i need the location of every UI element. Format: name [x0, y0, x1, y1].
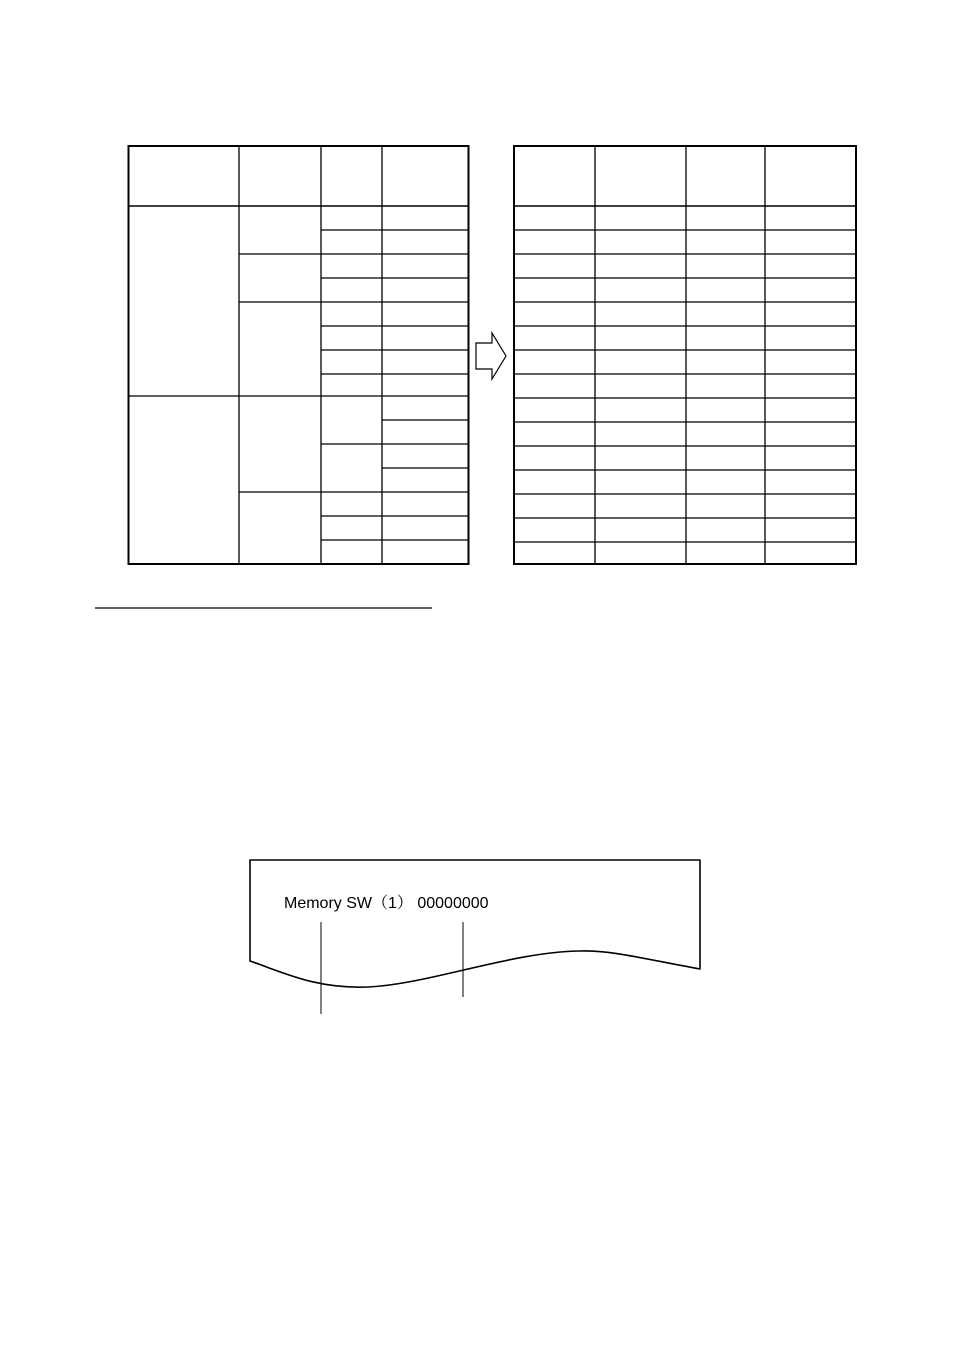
printout-line: Memory SW（1） 00000000	[284, 895, 489, 912]
paper-slip-outline	[250, 860, 700, 987]
left-settings-table	[129, 146, 469, 564]
right-table-frame	[514, 146, 856, 564]
left-table-frame	[129, 146, 469, 564]
right-result-table	[514, 146, 856, 564]
right-arrow-outline-icon	[476, 333, 506, 379]
right-row-lines	[514, 230, 856, 542]
printout-sample	[250, 860, 700, 1014]
